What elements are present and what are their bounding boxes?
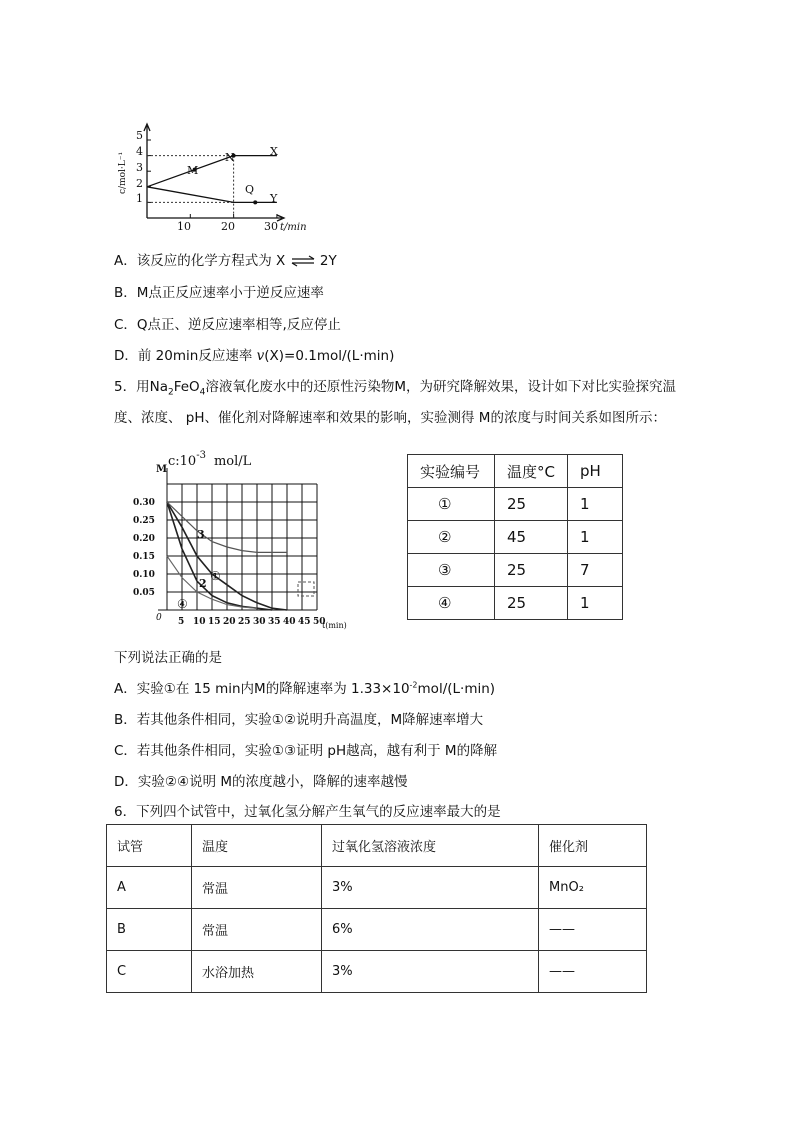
graph1-label-n: N <box>225 151 235 164</box>
graph1-xtick-30: 30 <box>264 220 278 233</box>
table-cell: MnO₂ <box>539 867 647 909</box>
table-cell: 1 <box>568 521 623 554</box>
table-cell: 1 <box>568 488 623 521</box>
q5-option-d: D．实验②④说明 M的浓度越小，降解的速率越慢 <box>114 774 408 790</box>
table-cell: A <box>107 867 192 909</box>
graph1-ytick-5: 5 <box>136 129 143 142</box>
graph2-ytick-label: 0.25 <box>133 516 155 526</box>
header-cell: 温度°C <box>495 455 568 488</box>
header-cell: 催化剂 <box>539 825 647 867</box>
graph2-curve-label-1: ① <box>210 569 221 583</box>
q5-stem-line1: 5．用$Na_2FeO_4$溶液氧化废水中的还原性污染物M，为研究降解效果，设计如下对比实验探究温 <box>114 379 677 398</box>
table-cell: ② <box>408 521 495 554</box>
table-cell: 3% <box>322 867 539 909</box>
q5-stem-line2: 度、浓度、 pH、催化剂对降解速率和效果的影响，实验测得 M的浓度与时间关系如图所示： <box>114 410 666 426</box>
graph1-point-q <box>253 200 257 204</box>
q4-option-b: B．M点正反应速率小于逆反应速率 <box>114 285 324 301</box>
q4-option-c: C．Q点正、逆反应速率相等,反应停止 <box>114 317 341 333</box>
q6-table-header <box>107 825 647 867</box>
graph1-ytick-4: 4 <box>136 145 143 158</box>
table-cell: ③ <box>408 554 495 587</box>
graph2-ytick-label: 0.20 <box>133 534 155 544</box>
graph1-ytick-2: 2 <box>136 177 143 190</box>
header-cell: pH <box>568 455 623 488</box>
graph2-small-box <box>298 582 314 596</box>
header-cell: 过氧化氢溶液浓度 <box>322 825 539 867</box>
graph2-ytick-label: 0.15 <box>133 552 155 562</box>
graph2-xtick-label: 10 <box>193 617 206 627</box>
graph1-series-x <box>147 156 277 187</box>
graph2-xtick-label: 35 <box>268 617 281 627</box>
table-row <box>408 554 623 587</box>
equilibrium-arrow-icon <box>290 255 316 267</box>
graph2-curve-label-2: 2 <box>199 577 207 590</box>
table-cell: 常温 <box>192 867 322 909</box>
graph1-label-x: X <box>270 145 278 158</box>
graph1-xtick-10: 10 <box>177 220 191 233</box>
graph2-x-axis-label: t(min) <box>322 621 347 630</box>
table-cell: 水浴加热 <box>192 951 322 993</box>
graph1-label-q: Q <box>245 183 255 196</box>
experiment-table-header <box>408 455 623 488</box>
graph2-origin: 0 <box>156 613 162 623</box>
graph2-ytick-label: 0.05 <box>133 588 155 598</box>
table-cell: 7 <box>568 554 623 587</box>
q6-table <box>106 824 647 993</box>
header-cell: 试管 <box>107 825 192 867</box>
table-row <box>107 951 647 993</box>
q4-option-a: A．该反应的化学方程式为 X 2Y <box>114 253 337 269</box>
q5-option-c: C．若其他条件相同，实验①③证明 pH越高，越有利于 M的降解 <box>114 743 498 759</box>
table-row <box>408 587 623 620</box>
q4-option-d: D．前 20min反应速率 v(X)=0.1mol/(L·min) <box>114 348 395 364</box>
graph1-xtick-20: 20 <box>221 220 235 233</box>
graph2-curve-label-3: 3 <box>197 528 205 541</box>
graph2-axis-m: M <box>156 464 168 475</box>
graph2-chart <box>130 446 382 638</box>
experiment-table <box>407 454 623 620</box>
graph2-xtick-label: 20 <box>223 617 236 627</box>
table-cell: 1 <box>568 587 623 620</box>
table-row <box>408 488 623 521</box>
graph1-ytick-1: 1 <box>136 192 143 205</box>
graph2-xtick-label: 50 <box>313 617 326 627</box>
graph1-y-axis-label: c/mol·L⁻¹ <box>118 151 128 194</box>
graph2-xtick-label: 5 <box>178 617 185 627</box>
table-cell: 3% <box>322 951 539 993</box>
graph1-series-y <box>147 187 277 203</box>
q5-question: 下列说法正确的是 <box>114 650 222 666</box>
graph1-label-y: Y <box>270 192 278 205</box>
graph2-xtick-label: 30 <box>253 617 266 627</box>
graph2-ytick-label: 0.10 <box>133 570 155 580</box>
table-cell: ① <box>408 488 495 521</box>
table-cell: —— <box>539 951 647 993</box>
header-cell: 实验编号 <box>408 455 495 488</box>
graph1-chart <box>110 118 307 236</box>
table-cell: 25 <box>495 488 568 521</box>
graph2-ytick-label: 0.30 <box>133 498 155 508</box>
graph2-xtick-label: 15 <box>208 617 221 627</box>
table-cell: C <box>107 951 192 993</box>
table-cell: 25 <box>495 554 568 587</box>
table-cell: 6% <box>322 909 539 951</box>
table-cell: ④ <box>408 587 495 620</box>
q6-stem: 6．下列四个试管中，过氧化氢分解产生氧气的反应速率最大的是 <box>114 804 501 820</box>
table-row <box>107 909 647 951</box>
graph2-xtick-label: 25 <box>238 617 251 627</box>
graph2-unit: $c:10^{-3}$ mol/L <box>168 450 252 469</box>
graph1-x-axis-label: t/min <box>280 222 307 233</box>
q5-option-b: B．若其他条件相同，实验①②说明升高温度，M降解速率增大 <box>114 712 484 728</box>
table-row <box>107 867 647 909</box>
graph2-xtick-label: 40 <box>283 617 296 627</box>
table-cell: 45 <box>495 521 568 554</box>
q5-option-a: A．实验①在 15 min内M的降解速率为 $1.33\times 10^{-2}mol/(L\cdot\min)$ <box>114 680 496 697</box>
graph2-xtick-label: 45 <box>298 617 311 627</box>
header-cell: 温度 <box>192 825 322 867</box>
graph2-curve-label-4: ④ <box>177 597 188 611</box>
table-cell: 25 <box>495 587 568 620</box>
table-cell: —— <box>539 909 647 951</box>
table-row <box>408 521 623 554</box>
graph1-ytick-3: 3 <box>136 161 143 174</box>
table-cell: B <box>107 909 192 951</box>
table-cell: 常温 <box>192 909 322 951</box>
graph1-label-m: M <box>187 164 199 177</box>
